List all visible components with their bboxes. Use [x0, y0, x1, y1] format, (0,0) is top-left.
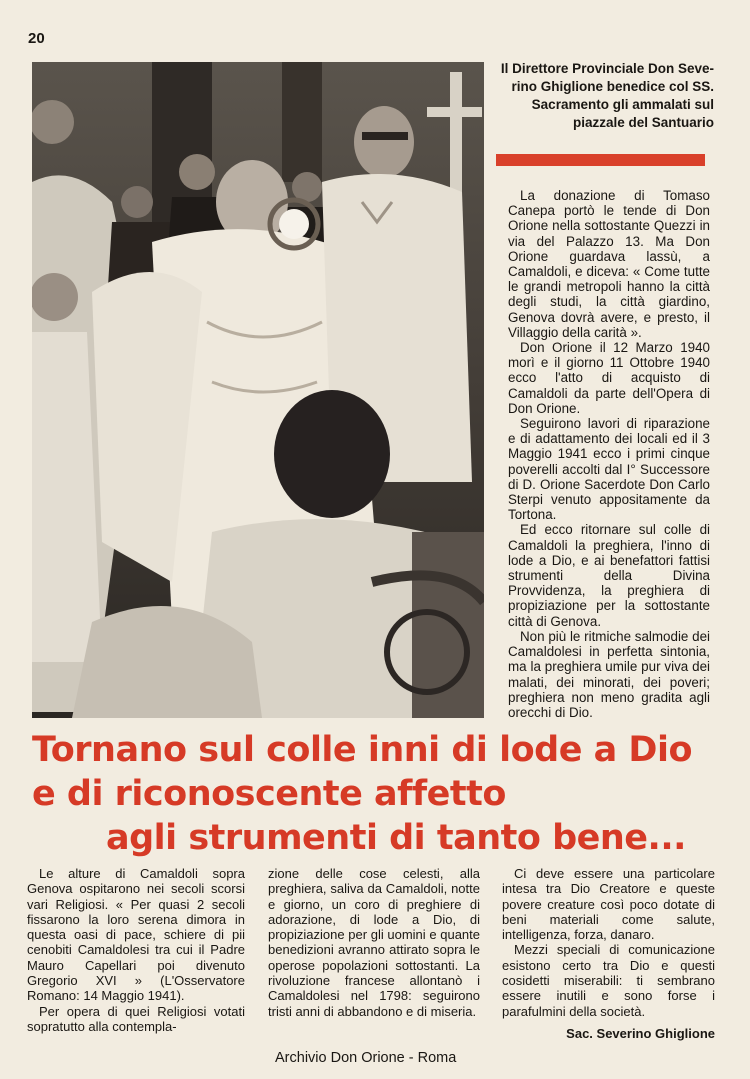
paragraph: Ci deve essere una particolare intesa tra Dio Creatore e queste povere creature così poco dotate di beni materiali come salute, intelligenza, forza, danaro. — [502, 866, 715, 943]
body-column-1 — [27, 866, 245, 1034]
photo-illustration — [32, 62, 484, 718]
caption-line: rino Ghiglione benedice col SS. — [511, 79, 714, 94]
paragraph: Seguirono lavori di riparazione e di adattamento dei locali ed il 3 Maggio 1941 ecco i primi cinque poverelli accolti dal I° Successore di D. Orione Sacerdote Don Carlo Sterpi venuto appositamente da Tortona. — [508, 416, 710, 523]
caption-line: piazzale del Santuario — [572, 115, 714, 130]
paragraph: Don Orione il 12 Marzo 1940 morì e il giorno 11 Ottobre 1940 ecco l'atto di acquisto di Camaldoli da parte dell'Opera di Don Orione. — [508, 340, 710, 416]
headline-line: agli strumenti di tanto bene... — [106, 818, 686, 858]
red-divider — [496, 154, 705, 166]
paragraph: La donazione di Tomaso Canepa portò le tende di Don Orione nella sottostante Quezzi in via del Palazzo 13. Ma Don Orione guardava lassù, a Camaldoli, e diceva: « Come tutte le grandi metropoli hanno la città degli studi, la città giardino, Genova dovrà avere, e presto, il Villaggio della carità ». — [508, 188, 710, 340]
caption-line: Il Direttore Provinciale Don Seve- — [500, 61, 714, 76]
paragraph: Mezzi speciali di comunicazione esistono certo tra Dio e questi cosidetti miserabili: ti sembrano essere inutili e sono forse i parafulmini della società. — [502, 942, 715, 1019]
body-column-2 — [268, 866, 480, 1019]
photo-caption — [492, 60, 714, 132]
headline-line: e di riconoscente affetto — [32, 774, 506, 814]
headline-line: Tornano sul colle inni di lode a Dio — [32, 730, 693, 770]
right-column-text — [508, 188, 710, 720]
caption-line: Sacramento gli ammalati sul — [531, 97, 714, 112]
paragraph: zione delle cose celesti, alla preghiera, saliva da Camaldoli, notte e giorno, un coro di preghiere di adorazione, di lode a Dio, di propiziazione per gli uomini e quante benedizioni avranno attirato sopra le operose popolazioni sottostanti. La rivoluzione francese allontanò i Camaldolesi nel 1798: seguirono tristi anni di abbandono e di miseria. — [268, 866, 480, 1019]
paragraph: Ed ecco ritornare sul colle di Camaldoli la preghiera, l'inno di lode a Dio, e ai benefattori fattisi strumenti della Divina Provvidenza, la preghiera di propiziazione per la sottostante città di Genova. — [508, 522, 710, 629]
page-number: 20 — [28, 30, 45, 47]
benediction-photo — [32, 62, 484, 718]
paragraph: Per opera di quei Religiosi votati sopratutto alla contempla- — [27, 1003, 245, 1034]
archive-label: Archivio Don Orione - Roma — [275, 1050, 457, 1066]
paragraph: Le alture di Camaldoli sopra Genova ospitarono nei secoli scorsi vari Religiosi. « Per quasi 2 secoli fissarono la loro serena dimora in questa oasi di pace, schiere di pii cenobiti Camaldolesi tra cui il Padre Mauro Capellari poi divenuto Gregorio XVI » (L'Osservatore Romano: 14 Maggio 1941). — [27, 866, 245, 1004]
author-signature: Sac. Severino Ghiglione — [566, 1026, 715, 1041]
paragraph: Non più le ritmiche salmodie dei Camaldolesi in perfetta sintonia, ma la preghiera umile pur viva dei malati, dei minorati, dei poveri; preghiera non meno gradita agli orecchi di Dio. — [508, 628, 710, 720]
body-column-3 — [502, 866, 715, 1019]
article-headline — [30, 728, 720, 860]
